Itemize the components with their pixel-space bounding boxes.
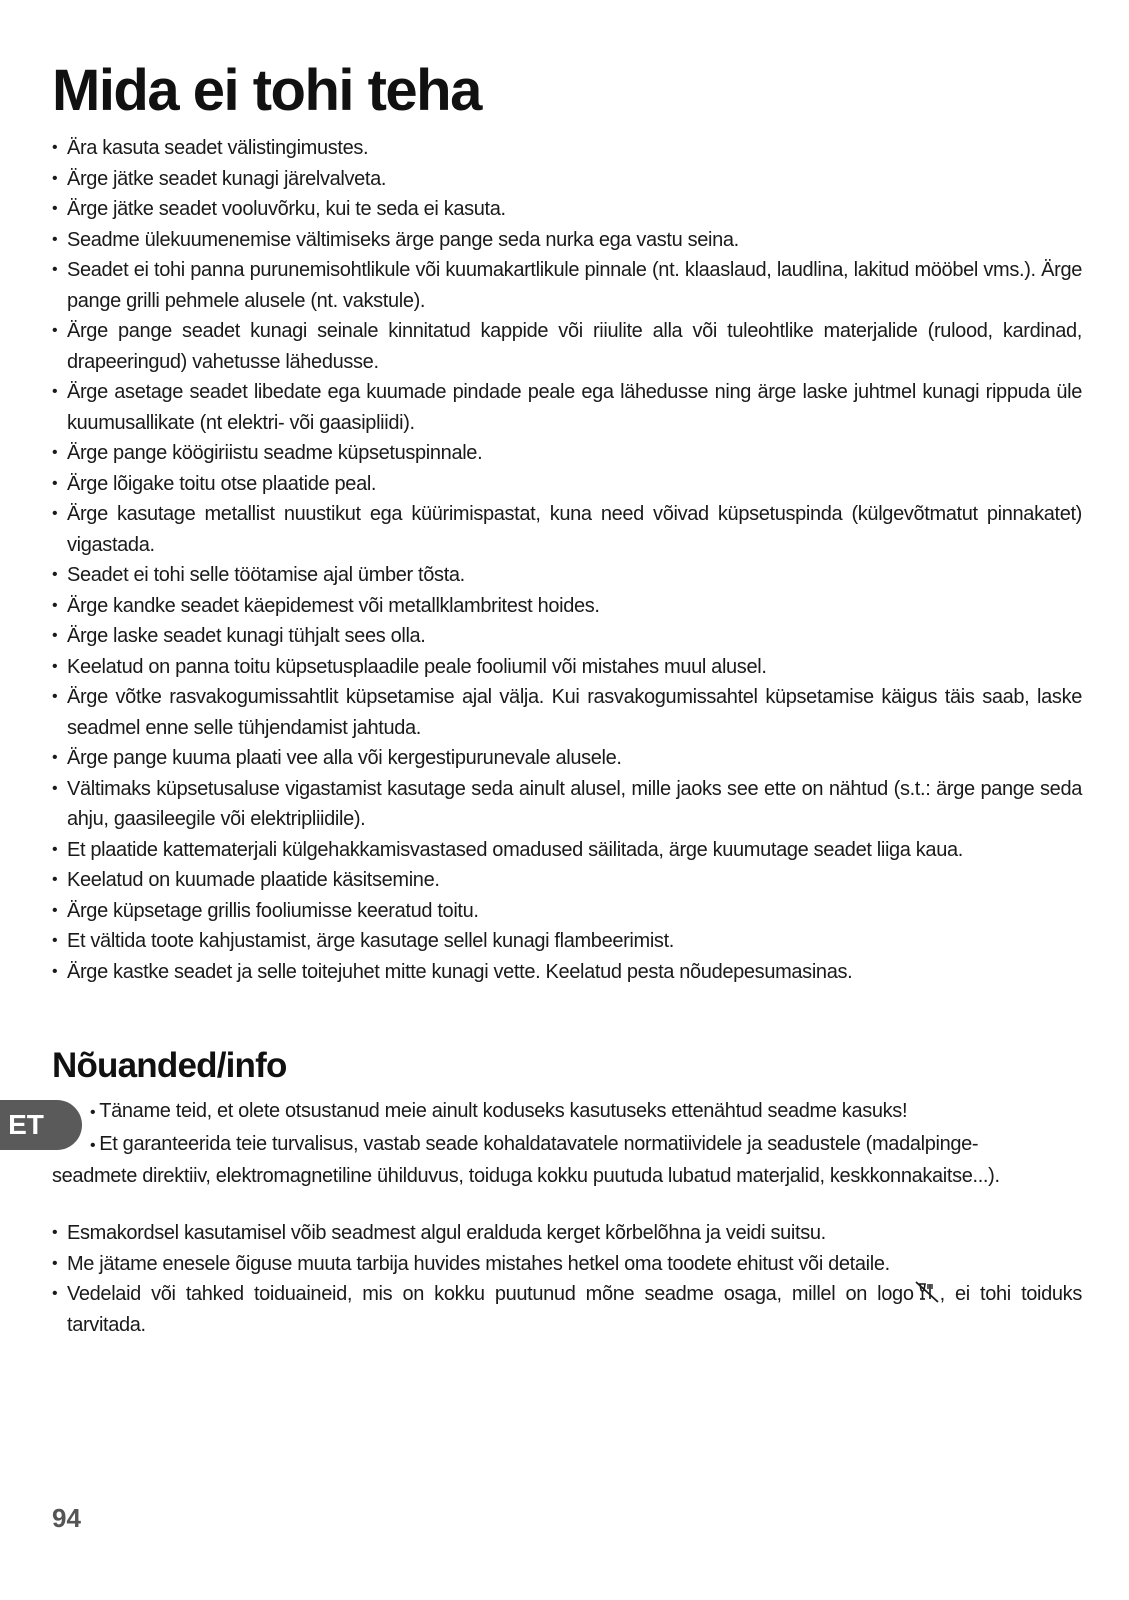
list-item: • Ärge asetage seadet libedate ega kuumade pindade peale ega lähedusse ning ärge laske juhtmel kunagi rippuda üle kuumusallikate (nt elektri- või gaasipliidi).	[52, 377, 1082, 438]
language-tab	[0, 1100, 82, 1150]
list-item: • Ärge kastke seadet ja selle toitejuhet mitte kunagi vette. Keelatud pesta nõudepesumasinas.	[52, 957, 1082, 988]
crossed-glass-fork-icon	[915, 1281, 939, 1303]
list-item: • Ärge pange kuuma plaati vee alla või kergestipurunevale alusele.	[52, 743, 1082, 774]
list-item: • Ärge laske seadet kunagi tühjalt sees olla.	[52, 621, 1082, 652]
list-item: • Seadme ülekuumenemise vältimiseks ärge pange seda nurka ega vastu seina.	[52, 225, 1082, 256]
list-item: • Et plaatide kattematerjali külgehakkamisvastased omadused säilitada, ärge kuumutage seadet liiga kaua.	[52, 835, 1082, 866]
section-title-tips: Nõuanded/info	[52, 1046, 287, 1085]
tips-intro	[52, 1096, 1082, 1192]
list-item: • Ärge pange köögiriistu seadme küpsetuspinnale.	[52, 438, 1082, 469]
list-item: • Ärge küpsetage grillis fooliumisse keeratud toitu.	[52, 896, 1082, 927]
page-title: Mida ei tohi teha	[52, 58, 481, 123]
page-number: 94	[52, 1503, 81, 1533]
list-item: • Vältimaks küpsetusaluse vigastamist kasutage seda ainult alusel, mille jaoks see ette on nähtud (s.t.: ärge pange seda ahju, gaasileegile või elektripliidile).	[52, 774, 1082, 835]
list-item: • Ärge jätke seadet vooluvõrku, kui te seda ei kasuta.	[52, 194, 1082, 225]
list-item: • Seadet ei tohi panna purunemisohtlikule või kuumakartlikule pinnale (nt. klaaslaud, laudlina, lakitud mööbel vms.). Ärge pange grilli pehmele alusele (nt. vakstule).	[52, 255, 1082, 316]
list-item: • Keelatud on kuumade plaatide käsitsemine.	[52, 865, 1082, 896]
list-item: • Ärge jätke seadet kunagi järelvalveta.	[52, 164, 1082, 195]
list-item: • Me jätame enesele õiguse muuta tarbija huvides mistahes hetkel oma toodete ehitust või detaile.	[52, 1249, 1082, 1280]
language-tab-label: ET	[8, 1109, 44, 1140]
tips-item-thanks: • Täname teid, et olete otsustanud meie ainult koduseks kasutuseks ettenähtud seadme kasuks!	[90, 1100, 908, 1122]
tips-list	[52, 1218, 1082, 1340]
list-item: • Ärge kandke seadet käepidemest või metallklambritest hoides.	[52, 591, 1082, 622]
list-item: • Ärge pange seadet kunagi seinale kinnitatud kappide või riiulite alla või tuleohtlike materjalide (rulood, kardinad, drapeeringud) vahetusse lähedusse.	[52, 316, 1082, 377]
tips-item-safety-continued: seadmete direktiiv, elektromagnetiline ühilduvus, toiduga kokku puutuda lubatud materjalid, keskkonnakaitse...).	[52, 1165, 1000, 1187]
list-item: • Keelatud on panna toitu küpsetusplaadile peale fooliumil või mistahes muul alusel.	[52, 652, 1082, 683]
dont-list	[52, 133, 1082, 987]
tips-item-safety: • Et garanteerida teie turvalisus, vastab seade kohaldatavatele normatiividele ja seadustele (madalpinge-	[90, 1132, 979, 1155]
list-item: • Esmakordsel kasutamisel võib seadmest algul eralduda kerget kõrbelõhna ja veidi suitsu.	[52, 1218, 1082, 1249]
list-item: • Ära kasuta seadet välistingimustes.	[52, 133, 1082, 164]
list-item: • Vedelaid või tahked toiduaineid, mis on kokku puutunud mõne seadme osaga, millel on logo , ei tohi toiduks tarvitada.	[52, 1279, 1082, 1340]
list-item: • Et vältida toote kahjustamist, ärge kasutage sellel kunagi flambeerimist.	[52, 926, 1082, 957]
list-item: • Ärge lõigake toitu otse plaatide peal.	[52, 469, 1082, 500]
list-item: • Ärge kasutage metallist nuustikut ega küürimispastat, kuna need võivad küpsetuspinda (külgevõtmatut pinnakatet) vigastada.	[52, 499, 1082, 560]
list-item: • Ärge võtke rasvakogumissahtlit küpsetamise ajal välja. Kui rasvakogumissahtel küpsetamise käigus täis saab, laske seadmel enne selle tühjendamist jahtuda.	[52, 682, 1082, 743]
list-item: • Seadet ei tohi selle töötamise ajal ümber tõsta.	[52, 560, 1082, 591]
